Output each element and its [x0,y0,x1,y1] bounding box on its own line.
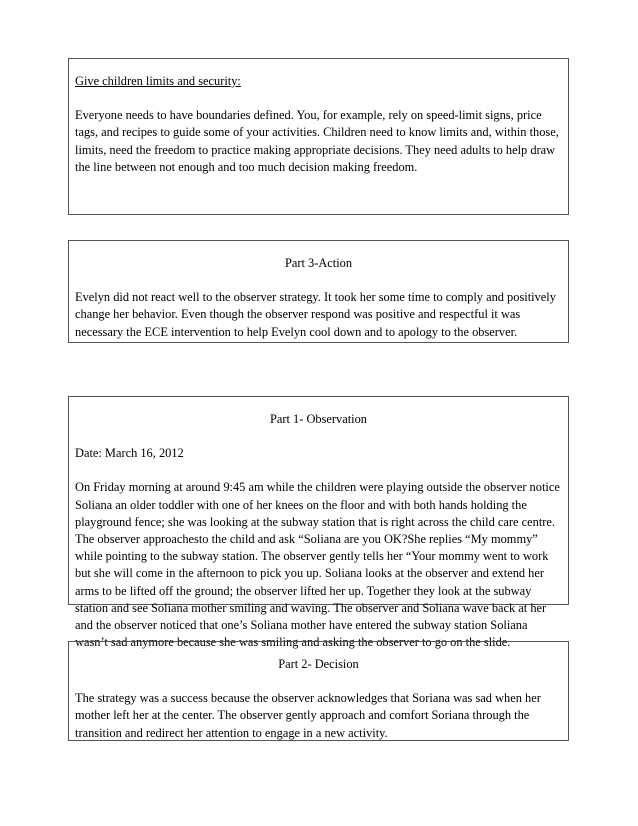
limits-section [68,58,569,215]
action-heading: Part 3-Action [284,256,353,270]
limits-heading: Give children limits and security: [75,74,241,88]
action-section [68,240,569,343]
decision-heading: Part 2- Decision [278,657,359,671]
observation-heading: Part 1- Observation [269,412,368,426]
observation-paragraph: On Friday morning at around 9:45 am while the children were playing outside the observer notice Soliana an older toddler with one of her knees on the floor and with both hands holding the playground fence; she was looking at the subway station that is right across the child care centre. The observer approachesto the child and ask “Soliana are you OK?She replies “My mommy” while pointing to the subway station. The observer gently tells her “Your mommy went to work but she will come in the afternoon to pick you up. Soliana looks at the observer and extend her arms to be lifted off the ground; the observer lifted her up. Together they look at the subway station and see Soliana mother smiling and waving. The observer and Soliana wave back at her and the observer noticed that one’s Soliana mother have entered the subway station Soliana wasn’t sad anymore because she was smiling and asking the observer to go on the slide. [75,480,560,650]
observation-section [68,396,569,650]
decision-section [68,641,569,741]
observation-date: Date: March 16, 2012 [75,446,184,461]
action-paragraph: Evelyn did not react well to the observer strategy. It took her some time to comply and positively change her behavior. Even though the observer respond was positive and respectful it was necessary the ECE intervention to help Evelyn cool down and to apology to the observer. [75,290,556,339]
decision-paragraph: The strategy was a success because the observer acknowledges that Soriana was sad when her mother left her at the center. The observer gently approach and comfort Soriana through the transition and redirect her attention to engage in a new activity. [75,691,541,740]
limits-paragraph: Everyone needs to have boundaries defined. You, for example, rely on speed-limit signs, price tags, and recipes to guide some of your activities. Children need to know limits and, within those, limits, need the freedom to practice making appropriate decisions. They need adults to help draw the line between not enough and too much decision making freedom. [75,108,559,174]
